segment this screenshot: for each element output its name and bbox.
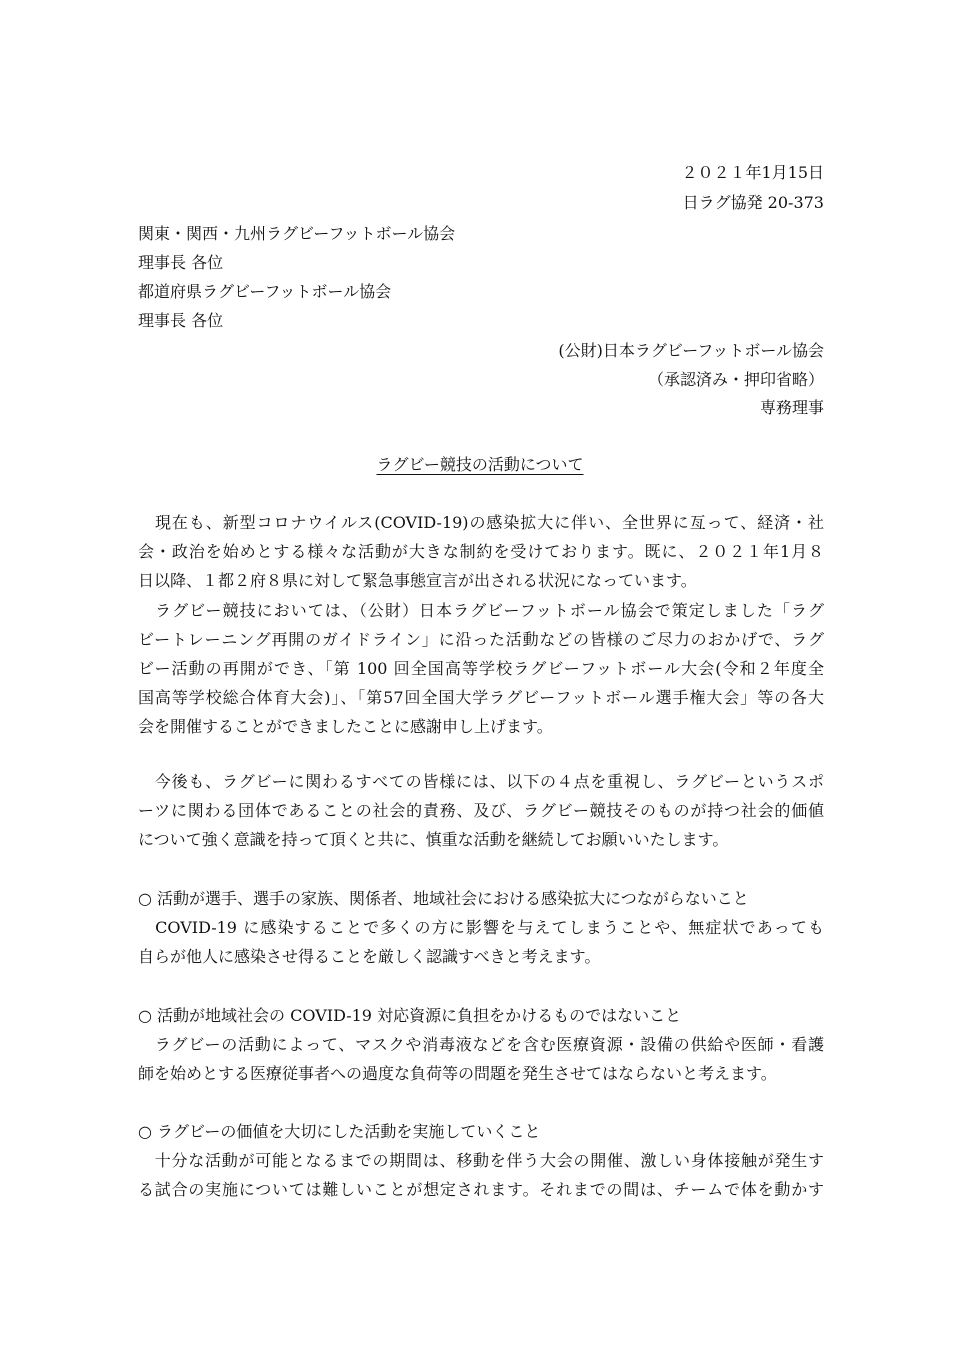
body-paragraph-line: ーツに関わる団体であることの社会的責務、及び、ラグビー競技そのものが持つ社会的価値 bbox=[138, 801, 824, 820]
recipient-line: 理事長 各位 bbox=[138, 253, 224, 272]
document-date: ２０２１年1月15日 bbox=[681, 163, 824, 182]
point-body-line: 師を始めとする医療従事者への過度な負荷等の問題を発生させてはならないと考えます。 bbox=[138, 1064, 777, 1083]
body-paragraph-line: ビー活動の再開ができ、「第 100 回全国高等学校ラグビーフットボール大会(令和２年度全 bbox=[138, 659, 824, 678]
recipient-line: 理事長 各位 bbox=[138, 311, 224, 330]
recipient-line: 都道府県ラグビーフットボール協会 bbox=[138, 282, 392, 301]
sender-note: （承認済み・押印省略） bbox=[647, 370, 824, 389]
body-paragraph-line: 国高等学校総合体育大会)」、「第57回全国大学ラグビーフットボール選手権大会」等の各大 bbox=[138, 688, 824, 707]
point-body-line: ラグビーの活動によって、マスクや消毒液などを含む医療資源・設備の供給や医師・看護 bbox=[138, 1035, 824, 1054]
body-paragraph-line: 会を開催することができましたことに感謝申し上げます。 bbox=[138, 717, 553, 736]
point-body-line: る試合の実施については難しいことが想定されます。それまでの間は、チームで体を動かす bbox=[138, 1180, 824, 1199]
point-heading: ○ 活動が地域社会の COVID-19 対応資源に負担をかけるものではないこと bbox=[138, 1006, 682, 1025]
body-paragraph-line: 会・政治を始めとする様々な活動が大きな制約を受けております。既に、２０２１年1月８ bbox=[138, 542, 824, 561]
document-title-wrapper bbox=[0, 455, 960, 475]
body-paragraph-line: ビートレーニング再開のガイドライン」に沿った活動などの皆様のご尽力のおかげで、ラグ bbox=[138, 630, 824, 649]
recipient-line: 関東・関西・九州ラグビーフットボール協会 bbox=[138, 224, 456, 243]
body-paragraph-line: 現在も、新型コロナウイルス(COVID-19)の感染拡大に伴い、全世界に亙って、経済・社 bbox=[138, 513, 824, 532]
body-paragraph-line: ラグビー競技においては、（公財）日本ラグビーフットボール協会で策定しました「ラグ bbox=[138, 601, 824, 620]
point-body-line: COVID-19 に感染することで多くの方に影響を与えてしまうことや、無症状であっても bbox=[138, 918, 824, 937]
point-body-line: 十分な活動が可能となるまでの期間は、移動を伴う大会の開催、激しい身体接触が発生す bbox=[138, 1151, 824, 1170]
document-reference-number: 日ラグ協発 20‐373 bbox=[682, 193, 824, 212]
body-paragraph-line: について強く意識を持って頂くと共に、慎重な活動を継続してお願いいたします。 bbox=[138, 830, 729, 849]
body-paragraph-line: 日以降、１都２府８県に対して緊急事態宣言が出される状況になっています。 bbox=[138, 571, 697, 590]
point-heading: ○ ラグビーの価値を大切にした活動を実施していくこと bbox=[138, 1122, 541, 1141]
document-title: ラグビー競技の活動について bbox=[376, 455, 584, 474]
point-body-line: 自らが他人に感染させ得ることを厳しく認識すべきと考えます。 bbox=[138, 947, 601, 966]
body-paragraph-line: 今後も、ラグビーに関わるすべての皆様には、以下の４点を重視し、ラグビーというスポ bbox=[138, 772, 824, 791]
sender-role: 専務理事 bbox=[759, 398, 824, 417]
point-heading: ○ 活動が選手、選手の家族、関係者、地域社会における感染拡大につながらないこと bbox=[138, 889, 749, 908]
sender-organization: (公財)日本ラグビーフットボール協会 bbox=[558, 341, 824, 360]
